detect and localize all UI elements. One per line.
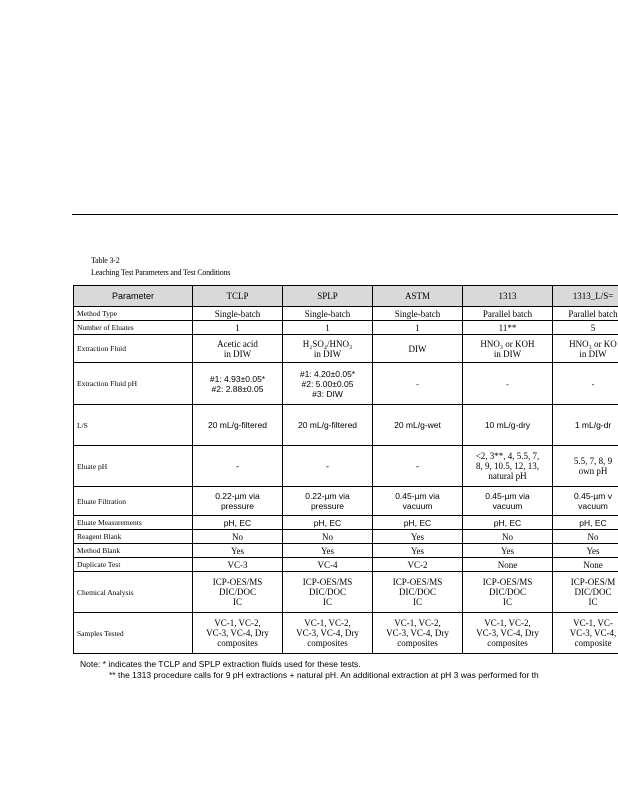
table-cell: 0.45-µm v vacuum	[553, 487, 618, 516]
table-cell: No	[193, 530, 283, 544]
table-row	[74, 363, 618, 405]
table-title: Leaching Test Parameters and Test Conditions	[91, 268, 231, 277]
table-row	[74, 307, 618, 321]
table-cell: -	[553, 363, 618, 405]
table-cell: DIW	[373, 335, 463, 363]
table-cell: None	[463, 558, 553, 572]
table-cell: pH, EC	[553, 516, 618, 530]
table-row	[74, 516, 618, 530]
row-parameter-label: Eluate Filtration	[74, 487, 193, 516]
table-cell: #1: 4.93±0.05* #2: 2.88±0.05	[193, 363, 283, 405]
table-row	[74, 321, 618, 335]
table-cell: ICP-OES/MS DIC/DOC IC	[193, 572, 283, 613]
table-cell: 11**	[463, 321, 553, 335]
table-cell: HNO₃ or KOH in DIW	[463, 335, 553, 363]
table-cell: VC-1, VC-2, VC-3, VC-4, Dry composites	[463, 613, 553, 654]
table-cell: -	[463, 363, 553, 405]
row-parameter-label: Eluate pH	[74, 446, 193, 487]
table-cell: VC-3	[193, 558, 283, 572]
table-row	[74, 558, 618, 572]
table-cell: No	[463, 530, 553, 544]
table-cell: 0.45-µm via vacuum	[373, 487, 463, 516]
table-cell: pH, EC	[463, 516, 553, 530]
table-cell: <2, 3**, 4, 5.5, 7, 8, 9, 10.5, 12, 13, natural pH	[463, 446, 553, 487]
table-cell: No	[283, 530, 373, 544]
table-cell: #1: 4.20±0.05* #2: 5.00±0.05 #3: DIW	[283, 363, 373, 405]
table-row	[74, 530, 618, 544]
table-notes	[80, 659, 618, 681]
table-number: Table 3-2	[91, 256, 120, 265]
table-cell: ICP-OES/MS DIC/DOC IC	[283, 572, 373, 613]
table-row	[74, 544, 618, 558]
column-header-1313-ls: 1313_L/S=	[553, 286, 618, 307]
table-caption	[91, 255, 230, 279]
table-cell: -	[373, 363, 463, 405]
row-parameter-label: Method Blank	[74, 544, 193, 558]
table-cell: ICP-OES/MS DIC/DOC IC	[463, 572, 553, 613]
row-parameter-label: Reagent Blank	[74, 530, 193, 544]
row-parameter-label: Samples Tested	[74, 613, 193, 654]
row-parameter-label: Number of Eluates	[74, 321, 193, 335]
row-parameter-label: Eluate Measurements	[74, 516, 193, 530]
note-line-2: ** the 1313 procedure calls for 9 pH extractions + natural pH. An additional extraction at pH 3 was performed for th	[109, 670, 539, 680]
table-cell: -	[373, 446, 463, 487]
table-cell: Single-batch	[373, 307, 463, 321]
row-parameter-label: Duplicate Test	[74, 558, 193, 572]
row-parameter-label: Extraction Fluid	[74, 335, 193, 363]
table-row	[74, 405, 618, 446]
table-header-row	[74, 286, 618, 307]
table-cell: VC-1, VC-2, VC-3, VC-4, Dry composites	[193, 613, 283, 654]
table-cell: 0.22-µm via pressure	[193, 487, 283, 516]
table-cell: 1 mL/g-dr	[553, 405, 618, 446]
header-rule	[72, 214, 618, 215]
table-cell: ICP-OES/MS DIC/DOC IC	[373, 572, 463, 613]
table-row	[74, 446, 618, 487]
table-cell: Yes	[193, 544, 283, 558]
table-cell: 20 mL/g-wet	[373, 405, 463, 446]
note-line-1: Note: * indicates the TCLP and SPLP extraction fluids used for these tests.	[80, 659, 361, 669]
table-cell: 5.5, 7, 8, 9 own pH	[553, 446, 618, 487]
table-cell: VC-1, VC-2, VC-3, VC-4, Dry composites	[283, 613, 373, 654]
table-cell: No	[553, 530, 618, 544]
table-cell: Yes	[553, 544, 618, 558]
table-cell: 5	[553, 321, 618, 335]
leaching-parameters-table	[73, 285, 618, 654]
table-cell: -	[283, 446, 373, 487]
table-row	[74, 613, 618, 654]
table-cell: 0.45-µm via vacuum	[463, 487, 553, 516]
row-parameter-label: Method Type	[74, 307, 193, 321]
table-cell: pH, EC	[283, 516, 373, 530]
table-cell: Single-batch	[283, 307, 373, 321]
row-parameter-label: L/S	[74, 405, 193, 446]
table-cell: 1	[373, 321, 463, 335]
column-header-parameter: Parameter	[74, 286, 193, 307]
table-cell: Yes	[373, 544, 463, 558]
column-header-astm: ASTM	[373, 286, 463, 307]
leaching-parameters-table-container	[73, 285, 618, 655]
table-cell: Yes	[463, 544, 553, 558]
table-cell: Parallel batch	[553, 307, 618, 321]
column-header-splp: SPLP	[283, 286, 373, 307]
table-cell: VC-2	[373, 558, 463, 572]
table-cell: VC-1, VC- VC-3, VC-4, composite	[553, 613, 618, 654]
table-cell: 1	[283, 321, 373, 335]
table-body	[74, 307, 618, 654]
table-row	[74, 335, 618, 363]
table-cell: 0.22-µm via pressure	[283, 487, 373, 516]
table-cell: Yes	[373, 530, 463, 544]
column-header-1313: 1313	[463, 286, 553, 307]
table-cell: Parallel batch	[463, 307, 553, 321]
table-cell: Single-batch	[193, 307, 283, 321]
table-cell: 20 mL/g-filtered	[283, 405, 373, 446]
table-cell: VC-4	[283, 558, 373, 572]
row-parameter-label: Extraction Fluid pH	[74, 363, 193, 405]
table-cell: HNO₃ or KO in DIW	[553, 335, 618, 363]
table-cell: VC-1, VC-2, VC-3, VC-4, Dry composites	[373, 613, 463, 654]
table-cell: 10 mL/g-dry	[463, 405, 553, 446]
table-cell: Acetic acid in DIW	[193, 335, 283, 363]
row-parameter-label: Chemical Analysis	[74, 572, 193, 613]
table-cell: 1	[193, 321, 283, 335]
table-row	[74, 572, 618, 613]
table-cell: Yes	[283, 544, 373, 558]
table-cell: ICP-OES/M DIC/DOC IC	[553, 572, 618, 613]
table-cell: pH, EC	[193, 516, 283, 530]
table-row	[74, 487, 618, 516]
table-cell: None	[553, 558, 618, 572]
column-header-tclp: TCLP	[193, 286, 283, 307]
table-cell: pH, EC	[373, 516, 463, 530]
table-cell: H₂SO₄/HNO₃ in DIW	[283, 335, 373, 363]
table-cell: 20 mL/g-filtered	[193, 405, 283, 446]
table-cell: -	[193, 446, 283, 487]
